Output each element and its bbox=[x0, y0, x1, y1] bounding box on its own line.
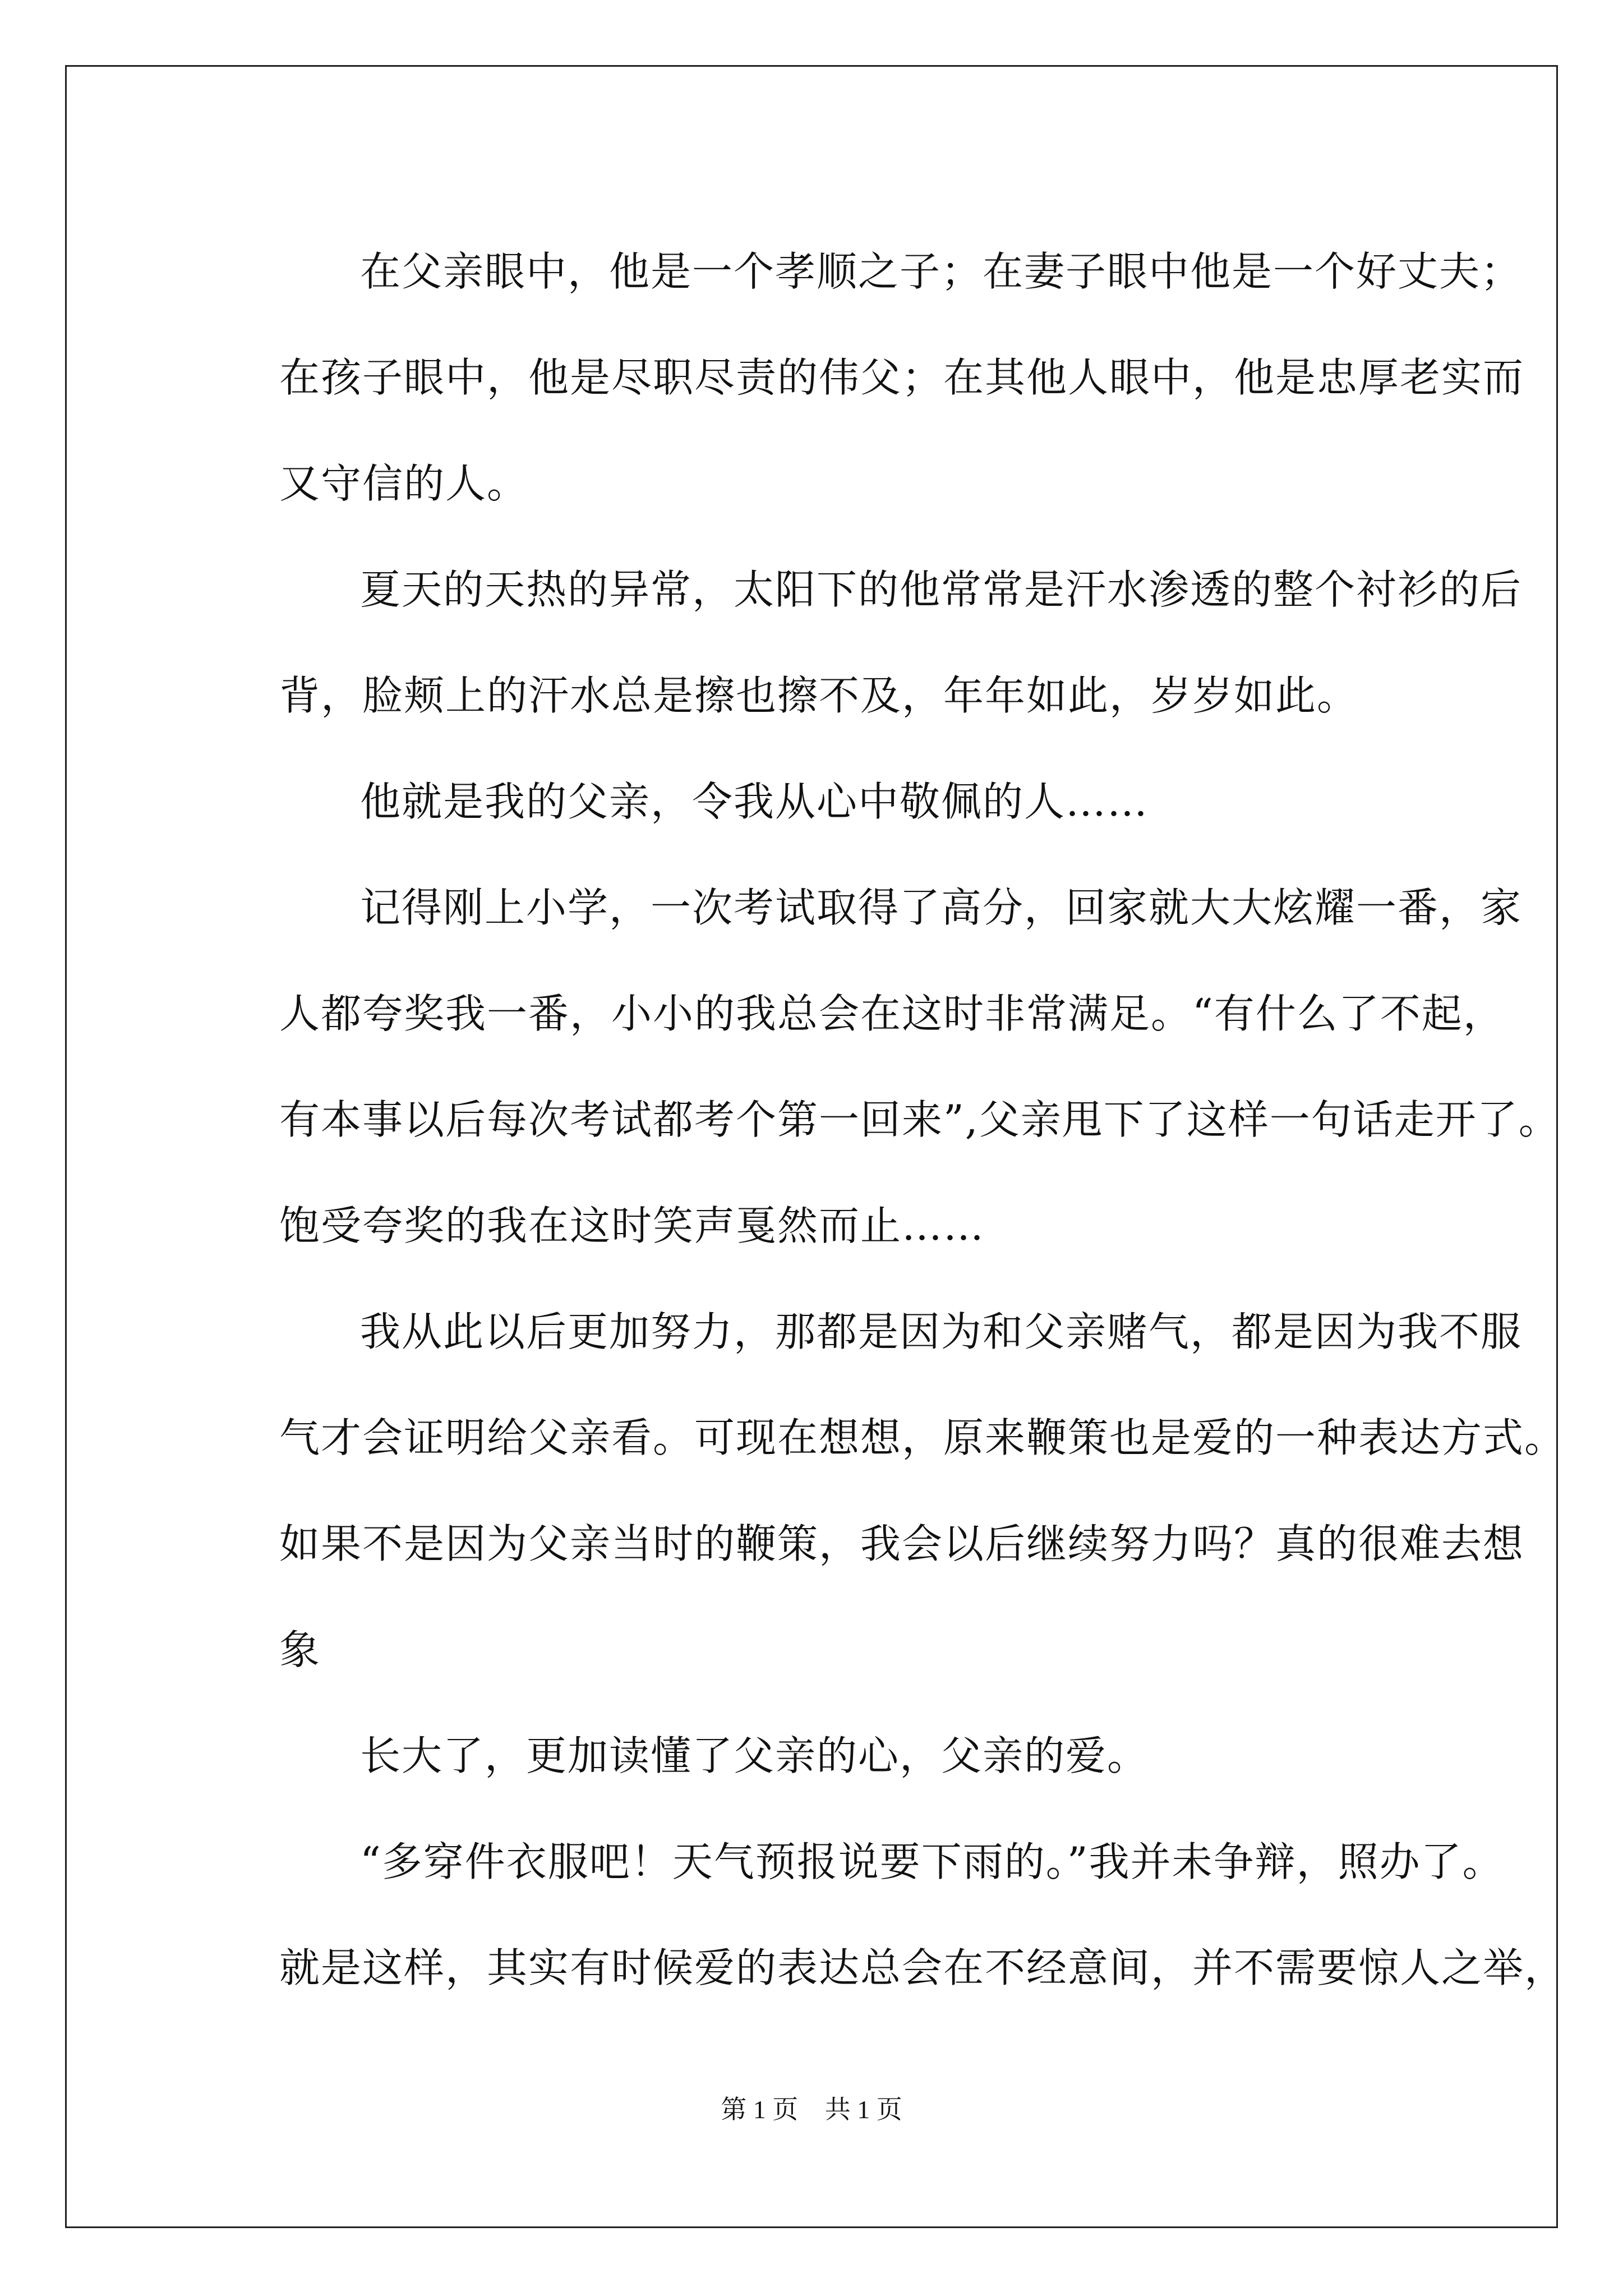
text-line: 气才会证明给父亲看。可现在想想，原来鞭策也是爱的一种表达方式。 bbox=[279, 1414, 1566, 1461]
text-line: 象 bbox=[279, 1626, 321, 1673]
text-line: 又守信的人。 bbox=[279, 460, 529, 507]
text-line: 我从此以后更加努力，那都是因为和父亲赌气，都是因为我不服 bbox=[360, 1308, 1523, 1355]
text-line: 有本事以后每次考试都考个第一回来”,父亲甩下了这样一句话走开了。 bbox=[279, 1096, 1560, 1143]
text-line: 饱受夸奖的我在这时笑声戛然而止…… bbox=[279, 1202, 985, 1249]
paragraph-4 bbox=[199, 855, 1560, 1279]
paragraph-6 bbox=[199, 1703, 1421, 1809]
page-footer bbox=[0, 2089, 1623, 2126]
page-number: 第 1 页 bbox=[721, 2095, 799, 2124]
text-line: “多穿件衣服吧！天气预报说要下雨的。”我并未争辩，照办了。 bbox=[360, 1838, 1504, 1885]
paragraph-5 bbox=[199, 1279, 1566, 1703]
text-line: 在孩子眼中，他是尽职尽责的伟父；在其他人眼中，他是忠厚老实而 bbox=[279, 354, 1525, 401]
document-body bbox=[199, 219, 1566, 2021]
text-line: 记得刚上小学，一次考试取得了高分，回家就大大炫耀一番，家 bbox=[360, 884, 1523, 931]
paragraph-1 bbox=[199, 219, 1525, 537]
paragraph-7 bbox=[199, 1809, 1566, 2021]
text-line: 背，脸颊上的汗水总是擦也擦不及，年年如此，岁岁如此。 bbox=[279, 672, 1359, 719]
text-line: 长大了，更加读懂了父亲的心，父亲的爱。 bbox=[360, 1732, 1149, 1779]
text-line: 他就是我的父亲，令我从心中敬佩的人…… bbox=[360, 778, 1149, 825]
paragraph-2 bbox=[199, 537, 1523, 749]
text-line: 人都夸奖我一番，小小的我总会在这时非常满足。“有什么了不起， bbox=[279, 990, 1505, 1037]
text-line: 如果不是因为父亲当时的鞭策，我会以后继续努力吗？真的很难去想 bbox=[279, 1520, 1525, 1567]
paragraph-3 bbox=[199, 749, 1421, 855]
text-line: 在父亲眼中，他是一个孝顺之子；在妻子眼中他是一个好丈夫； bbox=[360, 248, 1523, 295]
text-line: 就是这样，其实有时候爱的表达总会在不经意间，并不需要惊人之举， bbox=[279, 1944, 1566, 1991]
text-line: 夏天的天热的异常，太阳下的他常常是汗水渗透的整个衬衫的后 bbox=[360, 566, 1523, 613]
page-total: 共 1 页 bbox=[824, 2095, 902, 2124]
